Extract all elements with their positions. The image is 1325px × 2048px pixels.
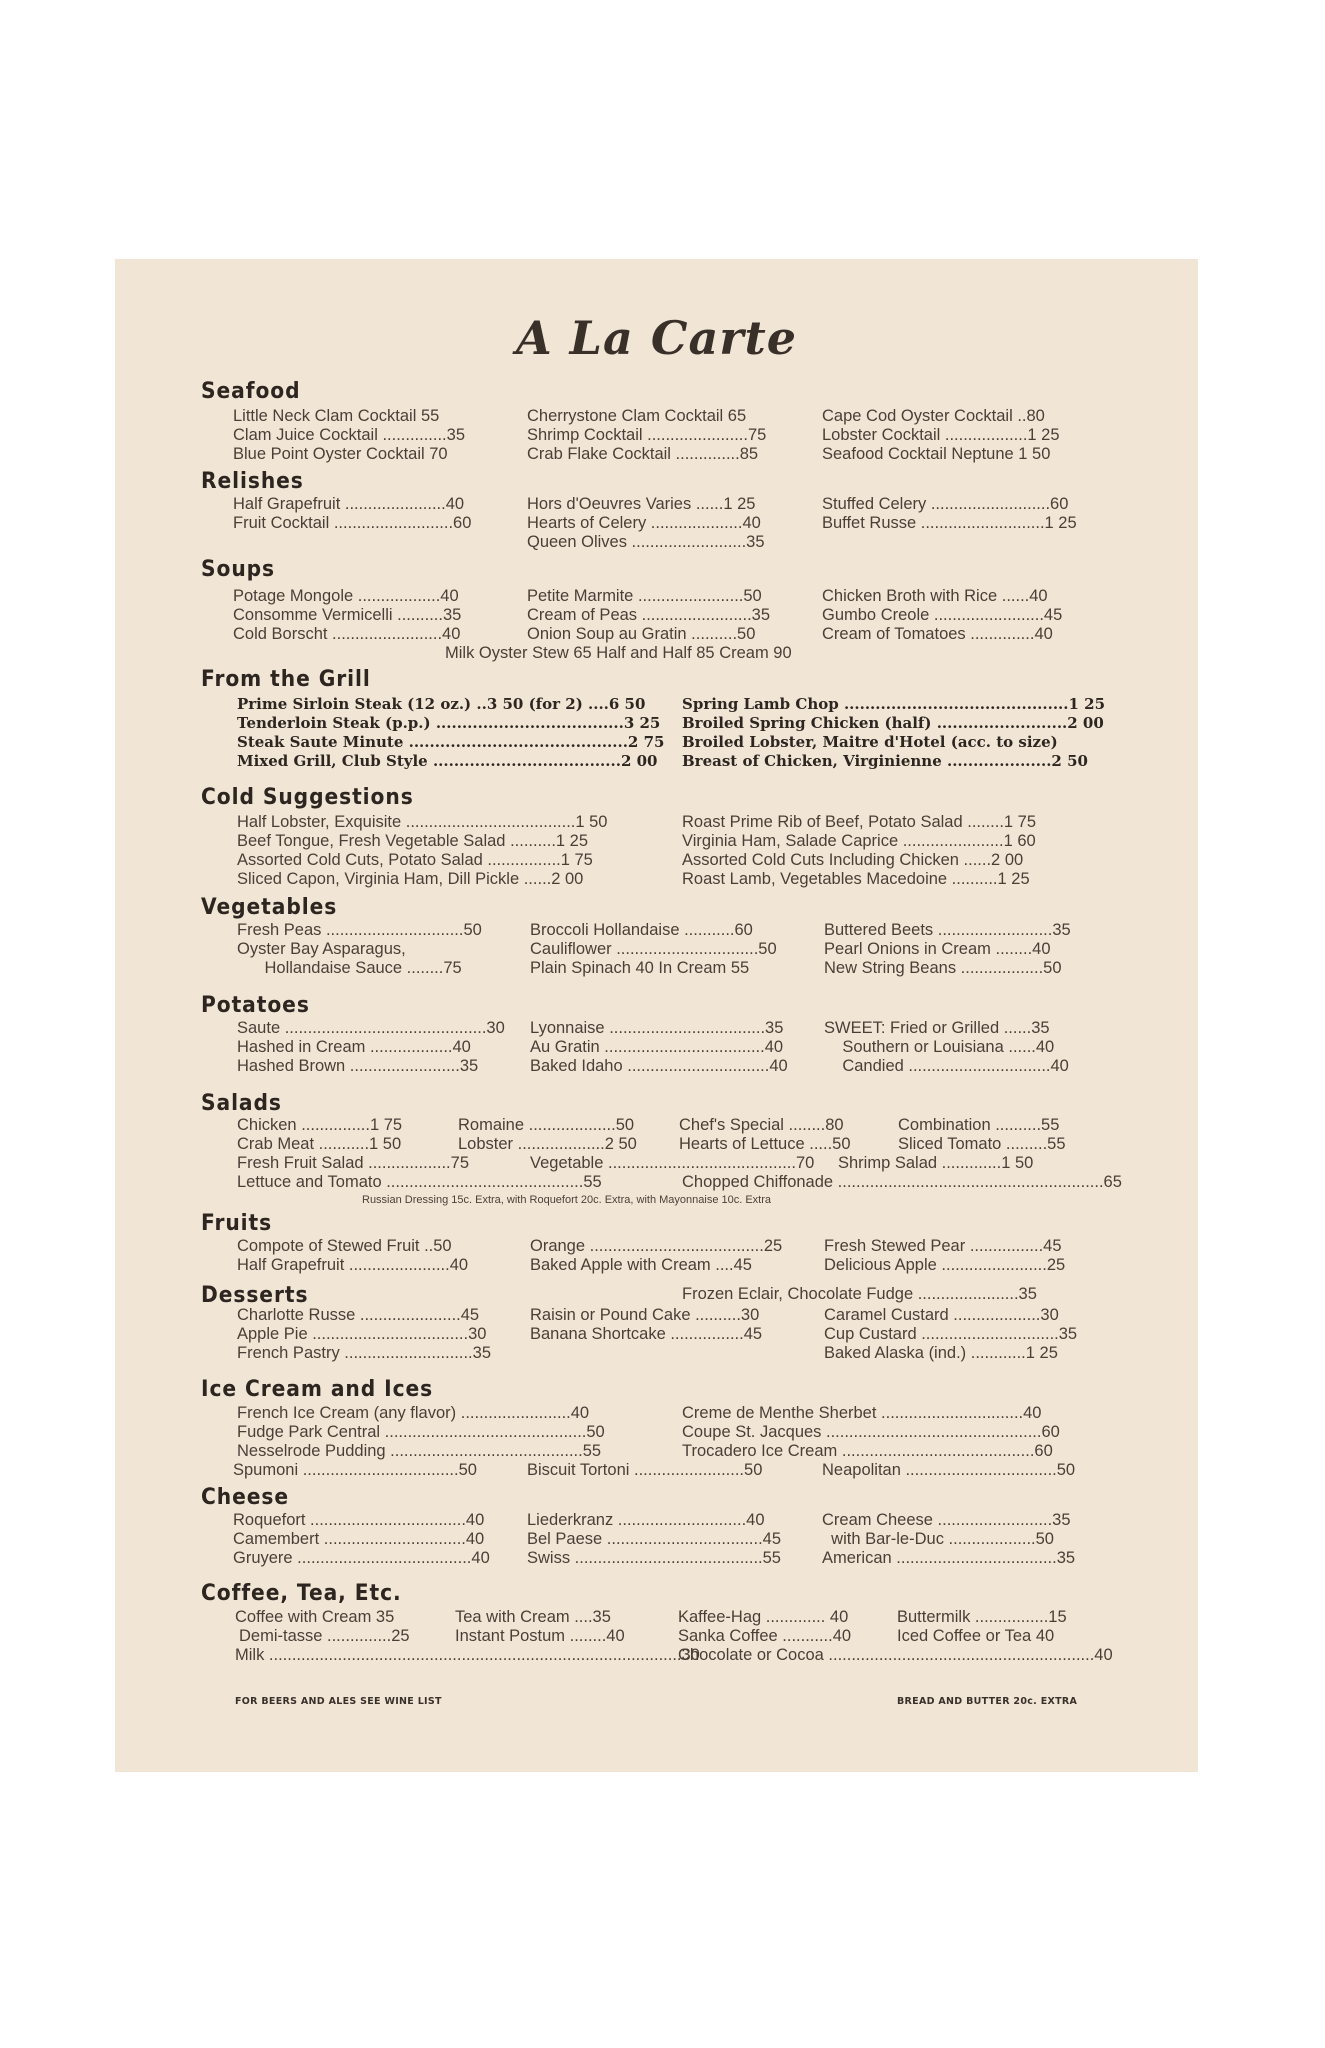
menu-item: Caramel Custard ...................30: [824, 1306, 1059, 1324]
salads-dressing-note: Russian Dressing 15c. Extra, with Roquefort 20c. Extra, with Mayonnaise 10c. Extra: [362, 1194, 772, 1206]
menu-item: Blue Point Oyster Cocktail 70: [233, 445, 448, 463]
menu-item: Hollandaise Sauce ........75: [237, 959, 462, 977]
menu-item: Virginia Ham, Salade Caprice ......................1 60: [682, 832, 1036, 850]
menu-item: Prime Sirloin Steak (12 oz.) ..3 50 (for 2) ....6 50: [237, 695, 646, 713]
menu-item: Sliced Tomato .........55: [898, 1135, 1066, 1153]
coffee-cocoa: Chocolate or Cocoa ..........................................................40: [678, 1646, 1113, 1664]
menu-item: Oyster Bay Asparagus,: [237, 940, 406, 958]
menu-item: Cape Cod Oyster Cocktail ..80: [822, 407, 1045, 425]
salads-wide-left: Lettuce and Tomato ...........................................55: [237, 1173, 602, 1191]
menu-item: Broiled Lobster, Maitre d'Hotel (acc. to size): [682, 733, 1058, 751]
menu-item: Fresh Stewed Pear ................45: [824, 1237, 1062, 1255]
menu-item: Biscuit Tortoni ........................50: [527, 1461, 763, 1479]
menu-page: [115, 259, 1198, 1772]
menu-item: Delicious Apple .......................25: [824, 1256, 1066, 1274]
menu-item: Buffet Russe ...........................1 25: [822, 514, 1077, 532]
menu-item: SWEET: Fried or Grilled ......35: [824, 1019, 1050, 1037]
menu-item: American ...................................35: [822, 1549, 1076, 1567]
section-heading-potatoes: Potatoes: [201, 993, 310, 1018]
menu-item: Tea with Cream ....35: [455, 1608, 611, 1626]
menu-item: Little Neck Clam Cocktail 55: [233, 407, 440, 425]
menu-item: Assorted Cold Cuts, Potato Salad ................1 75: [237, 851, 593, 869]
menu-item: Hors d'Oeuvres Varies ......1 25: [527, 495, 756, 513]
menu-item: Swiss .........................................55: [527, 1549, 781, 1567]
menu-item: Cherrystone Clam Cocktail 65: [527, 407, 747, 425]
menu-item: Vegetable .........................................70: [530, 1154, 815, 1172]
menu-item: Coffee with Cream 35: [235, 1608, 395, 1626]
menu-item: Lobster Cocktail ..................1 25: [822, 426, 1060, 444]
menu-item: Baked Apple with Cream ....45: [530, 1256, 752, 1274]
menu-item: Buttermilk ................15: [897, 1608, 1067, 1626]
menu-item: Lyonnaise ..................................35: [530, 1019, 784, 1037]
menu-item: Plain Spinach 40 In Cream 55: [530, 959, 750, 977]
menu-item: Queen Olives .........................35: [527, 533, 765, 551]
menu-item: Clam Juice Cocktail ..............35: [233, 426, 465, 444]
menu-item: Lobster ...................2 50: [458, 1135, 637, 1153]
menu-item: Fudge Park Central ............................................50: [237, 1423, 605, 1441]
menu-item: New String Beans ..................50: [824, 959, 1062, 977]
menu-item: Buttered Beets .........................35: [824, 921, 1071, 939]
menu-item: Gruyere ......................................40: [233, 1549, 490, 1567]
menu-item: Cream of Tomatoes ..............40: [822, 625, 1053, 643]
menu-item: Fruit Cocktail ..........................60: [233, 514, 472, 532]
menu-item: Southern or Louisiana ......40: [824, 1038, 1055, 1056]
menu-item: Nesselrode Pudding ..........................................55: [237, 1442, 602, 1460]
section-heading-cold: Cold Suggestions: [201, 785, 414, 810]
menu-item: Crab Flake Cocktail ..............85: [527, 445, 759, 463]
menu-item: Trocadero Ice Cream ..........................................60: [682, 1442, 1053, 1460]
menu-item: Onion Soup au Gratin ..........50: [527, 625, 756, 643]
section-heading-soups: Soups: [201, 557, 276, 582]
desserts-top: Frozen Eclair, Chocolate Fudge ......................35: [682, 1285, 1037, 1303]
menu-item: Baked Alaska (ind.) ............1 25: [824, 1344, 1058, 1362]
menu-item: Broiled Spring Chicken (half) .........................2 00: [682, 714, 1104, 732]
menu-item: Half Grapefruit ......................40: [233, 495, 465, 513]
menu-item: Consomme Vermicelli ..........35: [233, 606, 462, 624]
menu-item: Crab Meat ...........1 50: [237, 1135, 402, 1153]
menu-item: Chicken Broth with Rice ......40: [822, 587, 1048, 605]
section-heading-salads: Salads: [201, 1091, 282, 1116]
section-heading-relishes: Relishes: [201, 469, 304, 494]
menu-item: Combination ..........55: [898, 1116, 1060, 1134]
menu-item: Roast Lamb, Vegetables Macedoine ..........1 25: [682, 870, 1030, 888]
menu-item: Hashed Brown ........................35: [237, 1057, 479, 1075]
section-heading-grill: From the Grill: [201, 667, 371, 692]
menu-item: Cream Cheese .........................35: [822, 1511, 1071, 1529]
menu-title: A La Carte: [515, 311, 798, 365]
menu-item: Breast of Chicken, Virginienne ....................2 50: [682, 752, 1088, 770]
menu-item: Shrimp Cocktail ......................75: [527, 426, 767, 444]
soups-extra: Milk Oyster Stew 65 Half and Half 85 Cream 90: [445, 644, 792, 662]
menu-item: Cream of Peas ........................35: [527, 606, 771, 624]
footer-bread-butter-note: BREAD AND BUTTER 20c. EXTRA: [897, 1696, 1078, 1707]
section-heading-coffee: Coffee, Tea, Etc.: [201, 1581, 402, 1606]
menu-item: Roquefort ..................................40: [233, 1511, 485, 1529]
section-heading-cheese: Cheese: [201, 1485, 290, 1510]
menu-item: Beef Tongue, Fresh Vegetable Salad ..........1 25: [237, 832, 589, 850]
section-heading-vegetables: Vegetables: [201, 895, 338, 920]
menu-item: Cauliflower ...............................50: [530, 940, 777, 958]
menu-item: Kaffee-Hag ............. 40: [678, 1608, 849, 1626]
menu-item: Hearts of Celery ....................40: [527, 514, 761, 532]
footer-wine-list-note: FOR BEERS AND ALES SEE WINE LIST: [235, 1696, 442, 1707]
menu-item: Seafood Cocktail Neptune 1 50: [822, 445, 1051, 463]
menu-item: French Pastry ............................35: [237, 1344, 491, 1362]
menu-item: Broccoli Hollandaise ...........60: [530, 921, 753, 939]
menu-item: Petite Marmite .......................50: [527, 587, 762, 605]
menu-item: Chef's Special ........80: [679, 1116, 844, 1134]
menu-item: Half Lobster, Exquisite .....................................1 50: [237, 813, 608, 831]
menu-item: Instant Postum ........40: [455, 1627, 625, 1645]
menu-item: Candied ...............................40: [824, 1057, 1069, 1075]
menu-item: Spring Lamb Chop ...........................................1 25: [682, 695, 1106, 713]
menu-item: Spumoni ..................................50: [233, 1461, 477, 1479]
menu-item: Orange ......................................25: [530, 1237, 783, 1255]
menu-item: Chicken ...............1 75: [237, 1116, 403, 1134]
menu-item: Half Grapefruit ......................40: [237, 1256, 469, 1274]
menu-item: Banana Shortcake ................45: [530, 1325, 763, 1343]
salads-wide-right: Chopped Chiffonade ..........................................................65: [682, 1173, 1122, 1191]
menu-item: Fresh Peas ..............................50: [237, 921, 482, 939]
menu-item: French Ice Cream (any flavor) ........................40: [237, 1404, 590, 1422]
section-heading-fruits: Fruits: [201, 1211, 273, 1236]
menu-item: Baked Idaho ...............................40: [530, 1057, 788, 1075]
menu-item: Stuffed Celery ..........................60: [822, 495, 1069, 513]
menu-item: Camembert ...............................40: [233, 1530, 485, 1548]
menu-item: Bel Paese ..................................45: [527, 1530, 782, 1548]
menu-item: Compote of Stewed Fruit ..50: [237, 1237, 452, 1255]
menu-item: Neapolitan .................................50: [822, 1461, 1076, 1479]
menu-item: Gumbo Creole ........................45: [822, 606, 1063, 624]
menu-item: Liederkranz ............................40: [527, 1511, 765, 1529]
menu-item: Cold Borscht ........................40: [233, 625, 461, 643]
menu-item: Raisin or Pound Cake ..........30: [530, 1306, 760, 1324]
menu-item: Sliced Capon, Virginia Ham, Dill Pickle ......2 00: [237, 870, 584, 888]
coffee-milk: Milk ..........................................................................................30: [235, 1646, 700, 1664]
menu-item: Steak Saute Minute ..........................................2 75: [237, 733, 665, 751]
menu-item: Au Gratin ...................................40: [530, 1038, 784, 1056]
menu-item: Creme de Menthe Sherbet ...............................40: [682, 1404, 1042, 1422]
section-heading-desserts: Desserts: [201, 1283, 309, 1308]
menu-item: Demi-tasse ..............25: [239, 1627, 410, 1645]
menu-item: Hashed in Cream ..................40: [237, 1038, 471, 1056]
menu-item: with Bar-le-Duc ...................50: [822, 1530, 1054, 1548]
menu-item: Assorted Cold Cuts Including Chicken ......2 00: [682, 851, 1024, 869]
menu-item: Shrimp Salad .............1 50: [838, 1154, 1034, 1172]
menu-item: Fresh Fruit Salad ..................75: [237, 1154, 469, 1172]
section-heading-seafood: Seafood: [201, 379, 301, 404]
menu-item: Apple Pie ..................................30: [237, 1325, 487, 1343]
menu-item: Potage Mongole ..................40: [233, 587, 459, 605]
menu-item: Iced Coffee or Tea 40: [897, 1627, 1055, 1645]
section-heading-icecream: Ice Cream and Ices: [201, 1377, 434, 1402]
menu-item: Tenderloin Steak (p.p.) ....................................3 25: [237, 714, 661, 732]
menu-item: Pearl Onions in Cream ........40: [824, 940, 1051, 958]
menu-item: Coupe St. Jacques ...............................................60: [682, 1423, 1060, 1441]
menu-item: Romaine ...................50: [458, 1116, 635, 1134]
menu-item: Sanka Coffee ...........40: [678, 1627, 852, 1645]
menu-item: Roast Prime Rib of Beef, Potato Salad ........1 75: [682, 813, 1037, 831]
menu-item: Saute ............................................30: [237, 1019, 505, 1037]
menu-item: Mixed Grill, Club Style ....................................2 00: [237, 752, 658, 770]
menu-item: Cup Custard ..............................35: [824, 1325, 1078, 1343]
menu-item: Hearts of Lettuce .....50: [679, 1135, 851, 1153]
menu-item: Charlotte Russe ......................45: [237, 1306, 480, 1324]
